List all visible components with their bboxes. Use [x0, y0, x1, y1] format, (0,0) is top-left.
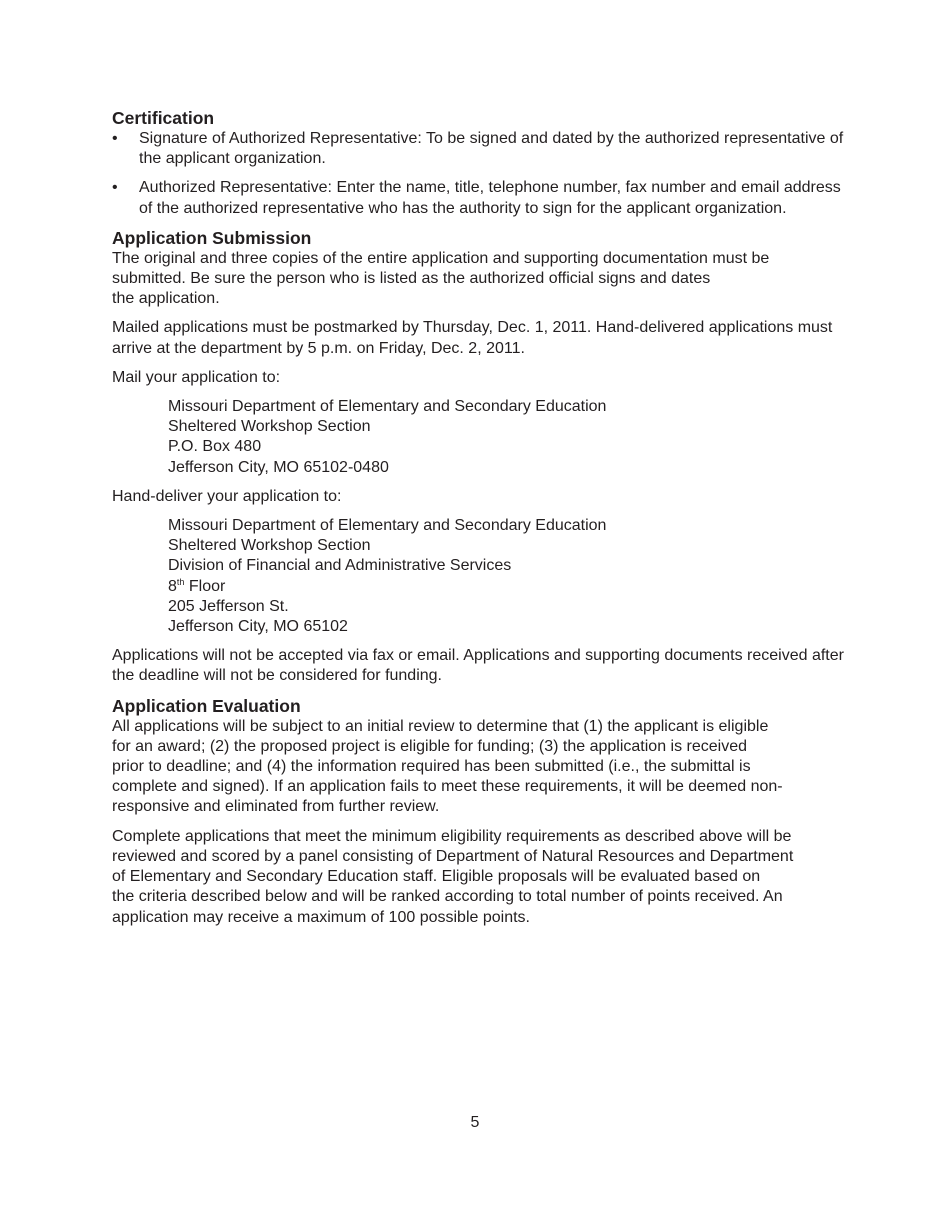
floor-suffix: th [176, 576, 185, 587]
text-line: of Elementary and Secondary Education staff. Eligible proposals will be evaluated based on [112, 868, 761, 886]
list-item [112, 129, 847, 169]
evaluation-heading: Application Evaluation [112, 695, 301, 716]
document-page [112, 108, 847, 937]
text-line: The original and three copies of the entire application and supporting documentation must be [112, 249, 770, 267]
address-line: Division of Financial and Administrative Services [168, 557, 512, 575]
floor-word: Floor [184, 577, 226, 595]
deadline-paragraph: Mailed applications must be postmarked by Thursday, Dec. 1, 2011. Hand-delivered applications must arrive at the department by 5 p.m. on Friday, Dec. 2, 2011. [112, 319, 833, 357]
page-number: 5 [470, 1114, 480, 1131]
bullet-text: Signature of Authorized Representative: To be signed and dated by the authorized representative of the applicant organization. [139, 130, 844, 168]
mail-intro: Mail your application to: [112, 368, 281, 386]
certification-heading: Certification [112, 108, 215, 128]
address-line: 205 Jefferson St. [168, 597, 289, 615]
evaluation-paragraph [112, 717, 847, 818]
mail-address [112, 397, 847, 478]
hand-deliver-intro: Hand-deliver your application to: [112, 487, 342, 505]
text-line: the application. [112, 290, 220, 308]
scoring-paragraph [112, 827, 847, 928]
text-line: All applications will be subject to an initial review to determine that (1) the applicant is eligible [112, 717, 769, 735]
address-line: Missouri Department of Elementary and Secondary Education [168, 517, 607, 535]
text-line: complete and signed). If an application fails to meet these requirements, it will be deemed non- [112, 778, 783, 796]
certification-list [112, 129, 847, 219]
floor-number: 8 [168, 577, 177, 595]
address-line: Sheltered Workshop Section [168, 537, 371, 555]
address-line: Missouri Department of Elementary and Secondary Education [168, 398, 607, 416]
submission-heading: Application Submission [112, 227, 312, 248]
address-line: Sheltered Workshop Section [168, 418, 371, 436]
submission-paragraph [112, 249, 847, 310]
bullet-glyph: • [112, 130, 118, 147]
address-line: Jefferson City, MO 65102-0480 [168, 458, 389, 476]
list-item [112, 178, 847, 218]
bullet-glyph: • [112, 179, 118, 197]
address-line: Jefferson City, MO 65102 [168, 618, 348, 636]
text-line: responsive and eliminated from further review. [112, 798, 440, 816]
text-line: prior to deadline; and (4) the information required has been submitted (i.e., the submittal is [112, 758, 751, 776]
text-line: application may receive a maximum of 100 possible points. [112, 908, 530, 926]
hand-deliver-address [112, 516, 847, 637]
address-line-floor [168, 577, 847, 597]
text-line: for an award; (2) the proposed project is eligible for funding; (3) the application is received [112, 737, 748, 755]
bullet-text: Authorized Representative: Enter the name, title, telephone number, fax number and email address of the authorized representative who has the authority to sign for the applicant organization. [139, 179, 841, 217]
acceptance-paragraph: Applications will not be accepted via fax or email. Applications and supporting documents received after the deadline will not be considered for funding. [112, 647, 844, 685]
address-line: P.O. Box 480 [168, 438, 262, 456]
text-line: reviewed and scored by a panel consisting of Department of Natural Resources and Department [112, 847, 794, 865]
text-line: the criteria described below and will be ranked according to total number of points received. An [112, 888, 783, 906]
text-line: Complete applications that meet the minimum eligibility requirements as described above will be [112, 827, 792, 845]
text-line: submitted. Be sure the person who is listed as the authorized official signs and dates [112, 270, 711, 288]
